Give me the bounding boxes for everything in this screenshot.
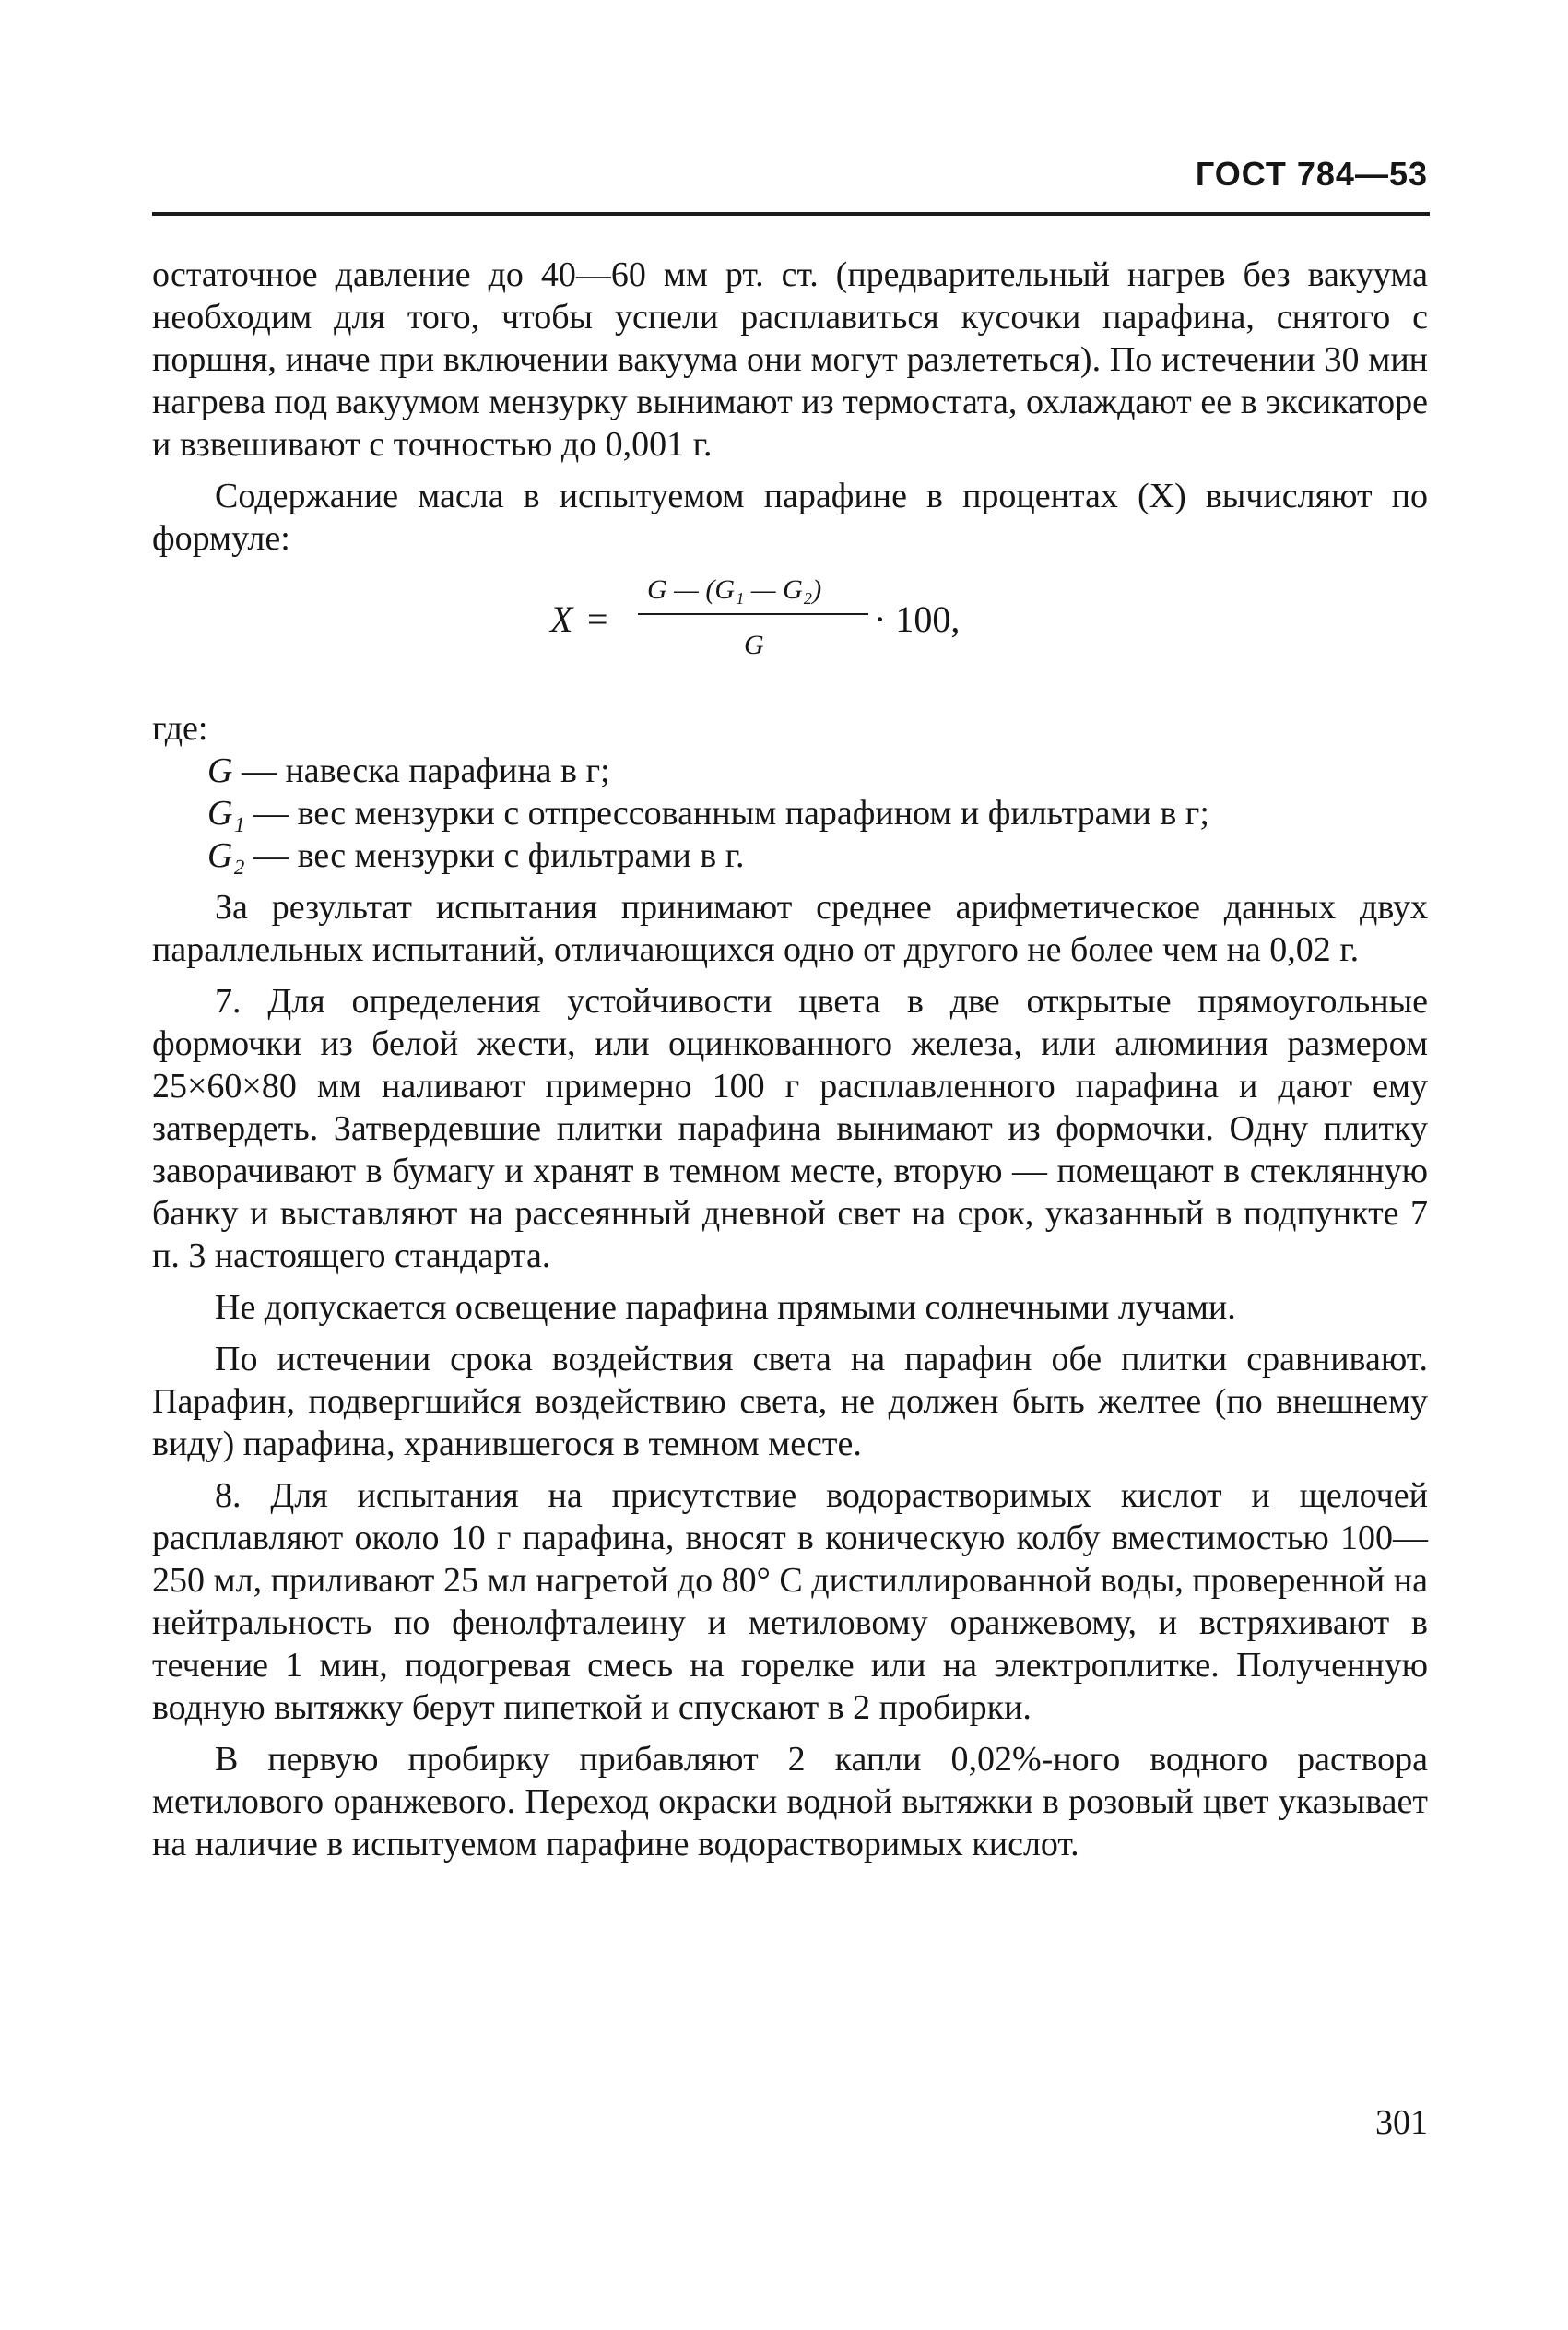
definition-text: — вес мензурки с отпрессованным парафином и фильтрами в г;	[244, 794, 1209, 833]
fraction-bar	[638, 613, 868, 615]
definition-g2	[152, 834, 1428, 877]
where-label: где:	[152, 709, 208, 748]
formula-equals: =	[587, 598, 608, 640]
definition-symbol: G₂	[207, 836, 245, 875]
definition-text: — навеска парафина в г;	[232, 751, 610, 790]
formula-multiplier: · 100,	[874, 598, 961, 640]
paragraph-2: Содержание масла в испытуемом парафине в процентах (X) вычисляют по формуле:	[152, 477, 1428, 558]
paragraph-compare: По истечении срока воздействия света на парафин обе плитки сравнивают. Парафин, подвергшийся воздействию света, не должен быть желтее (по внешнему виду) парафина, хранившегося в темном месте.	[152, 1340, 1428, 1463]
definition-g	[152, 750, 1428, 792]
definition-text: — вес мензурки с фильтрами в г.	[244, 836, 745, 875]
header-rule	[152, 212, 1430, 216]
formula	[152, 560, 1428, 698]
page-number: 301	[1375, 2103, 1428, 2142]
document-body	[152, 254, 1428, 1865]
paragraph-section-8: 8. Для испытания на присутствие водорастворимых кислот и щелочей расплавляют около 10 г парафина, вносят в коническую колбу вместимостью 100—250 мл, приливают 25 мл нагретой до 80° С дистиллированной воды, проверенной на нейтральность по фенолфталеину и метиловому оранжевому, и встряхивают в течение 1 мин, подогревая смесь на горелке или на электроплитке. Полученную водную вытяжку берут пипеткой и спускают в 2 пробирки.	[152, 1476, 1428, 1727]
formula-lhs: X	[550, 598, 573, 640]
paragraph-methyl-orange: В первую пробирку прибавляют 2 капли 0,02%-ного водного раствора метилового оранжевого. Переход окраски водной вытяжки в розовый цвет указывает на наличие в испытуемом парафине водорастворимых кислот.	[152, 1740, 1428, 1863]
formula-denominator: G	[744, 630, 764, 660]
paragraph-result: За результат испытания принимают среднее арифметическое данных двух параллельных испытаний, отличающихся одно от другого не более чем на 0,02 г.	[152, 888, 1428, 969]
paragraph-1: остаточное давление до 40—60 мм рт. ст. (предварительный нагрев без вакуума необходим для того, чтобы успели расплавиться кусочки парафина, снятого с поршня, иначе при включении вакуума они могут разлететься). По истечении 30 мин нагрева под вакуумом мензурку вынимают из термостата, охлаждают ее в эксикаторе и взвешивают с точностью до 0,001 г.	[152, 255, 1428, 464]
page-header: ГОСТ 784—53	[1195, 155, 1428, 193]
definition-symbol: G	[207, 751, 233, 790]
paragraph-section-7: 7. Для определения устойчивости цвета в две открытые прямоугольные формочки из белой жести, или оцинкованного железа, или алюминия размером 25×60×80 мм наливают примерно 100 г расплавленного парафина и дают ему затвердеть. Затвердевшие плитки парафина вынимают из формочки. Одну плитку заворачивают в бумагу и хранят в темном месте, вторую — помещают в стеклянную банку и выставляют на рассеянный дневной свет на срок, указанный в подпункте 7 п. 3 настоящего стандарта.	[152, 982, 1428, 1275]
paragraph-no-sunlight: Не допускается освещение парафина прямыми солнечными лучами.	[215, 1288, 1236, 1327]
definition-g1	[152, 792, 1428, 834]
formula-numerator: G — (G₁ — G₂)	[647, 574, 822, 605]
definition-symbol: G₁	[207, 794, 245, 833]
